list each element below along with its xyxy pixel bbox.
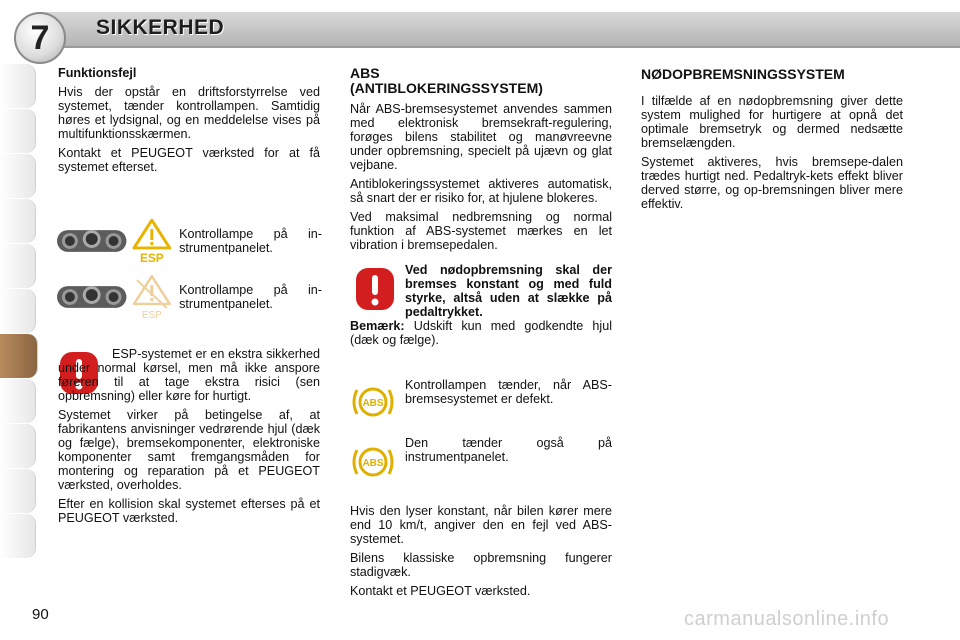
paragraph: Ved maksimal nedbremsning og normal funktion af ABS-systemet mærkes en let vibration i bremsepedalen. xyxy=(350,210,612,252)
side-tab[interactable] xyxy=(0,379,36,423)
instrument-panel-icon xyxy=(56,283,127,311)
paragraph: Systemet virker på betingelse af, at fabrikantens anvisninger vedrørende hjul (dæk og fælge), bremsekomponenter, elektroniske komponenter samt fremgangsmåden for montering og reparation på et PEUGEOT værksted, overholdes. xyxy=(58,408,320,492)
side-tab[interactable] xyxy=(0,109,36,153)
column-abs xyxy=(350,66,612,257)
lamp-description: Kontrollampe på in-strumentpanelet. xyxy=(179,227,322,255)
esp-label: ESP xyxy=(140,250,165,264)
chapter-number-badge: 7 xyxy=(14,12,66,64)
esp-off-icon xyxy=(131,274,173,320)
paragraph: I tilfælde af en nødopbremsning giver dette system mulighed for hurtigere at opnå det optimale bremsetryk og dermed nedsætte bremselængden. xyxy=(641,94,903,150)
section-subheading: Funktionsfejl xyxy=(58,66,137,80)
note-label: Bemærk: xyxy=(350,319,405,333)
abs-lamp-row-2 xyxy=(350,436,612,482)
abs-warning-icon xyxy=(350,442,396,482)
warning-icon xyxy=(354,266,396,312)
side-tab[interactable] xyxy=(0,289,36,333)
chapter-side-tabs xyxy=(0,64,36,559)
warning-box-abs xyxy=(405,263,612,319)
paragraph: Kontakt et PEUGEOT værksted. xyxy=(350,584,531,598)
lamp-description: Den tænder også på instrumentpanelet. xyxy=(405,436,612,464)
side-tab-active[interactable] xyxy=(0,334,38,378)
side-tab[interactable] xyxy=(0,514,36,558)
side-tab[interactable] xyxy=(0,64,36,108)
lamp-row-1 xyxy=(56,218,322,264)
instrument-panel-icon xyxy=(56,227,127,255)
lamp-description: Kontrollampe på in-strumentpanelet. xyxy=(179,283,322,311)
page-number: 90 xyxy=(32,606,49,623)
paragraph: Når ABS-bremsesystemet anvendes sammen med elektronisk bremsekraft-regulering, forøges bilens stabilitet og manøvreevne under opbremsning, specielt på ujævn og glat vejbane. xyxy=(350,102,612,172)
abs-label: ABS xyxy=(362,398,384,409)
column-esp-top xyxy=(58,66,320,179)
note xyxy=(350,319,612,352)
page-title: SIKKERHED xyxy=(96,16,225,39)
lamp-row-2 xyxy=(56,274,322,320)
warning-text: ESP-systemet er en ekstra sikkerhed under normal kørsel, men må ikke anspore føreren til at tage ekstra risici (sen opbremsning) eller køre for hurtigt. xyxy=(58,347,320,403)
abs-warning-icon xyxy=(350,382,396,422)
esp-warning-icon xyxy=(131,218,173,264)
abs-lamp-row-1 xyxy=(350,378,612,422)
paragraph: Systemet aktiveres, hvis bremsepe-dalen trædes hurtigt ned. Pedaltryk-kets effekt bliver derved større, og op-bremsningen bliver mere effektiv. xyxy=(641,155,903,211)
warning-text: Ved nødopbremsning skal der bremses konstant og med fuld styrke, altså uden at slække på pedaltrykket. xyxy=(405,263,612,319)
watermark: carmanualsonline.info xyxy=(684,608,890,630)
side-tab[interactable] xyxy=(0,244,36,288)
note-text: Udskift kun med godkendte hjul (dæk og fælge). xyxy=(350,319,612,347)
paragraph: Kontakt et PEUGEOT værksted for at få systemet efterset. xyxy=(58,146,320,174)
column-abs-bottom xyxy=(350,504,612,603)
column-esp-bottom xyxy=(58,347,320,530)
abs-label: ABS xyxy=(362,458,384,469)
section-heading-emergency: NØDOPBREMSNINGSSYSTEM xyxy=(641,66,845,82)
section-heading-abs xyxy=(350,66,612,96)
heading-line: (ANTIBLOKERINGSSYSTEM) xyxy=(350,80,543,96)
paragraph: Antiblokeringssystemet aktiveres automatisk, så snart der er risiko for, at hjulene blokeres. xyxy=(350,177,612,205)
column-emergency-braking xyxy=(641,66,903,216)
side-tab[interactable] xyxy=(0,154,36,198)
side-tab[interactable] xyxy=(0,199,36,243)
paragraph: Bilens klassiske opbremsning fungerer stadigvæk. xyxy=(350,551,612,579)
paragraph: Hvis der opstår en driftsforstyrrelse ved systemet, tænder kontrollampen. Samtidig høres et lydsignal, og en meddelelse vises på multifunktionsskærmen. xyxy=(58,85,320,141)
esp-label: ESP xyxy=(142,309,163,320)
paragraph: Hvis den lyser konstant, når bilen kører mere end 10 km/t, angiver den en fejl ved ABS-systemet. xyxy=(350,504,612,546)
heading-line: ABS xyxy=(350,65,380,81)
side-tab[interactable] xyxy=(0,424,36,468)
side-tab[interactable] xyxy=(0,469,36,513)
lamp-description: Kontrollampen tænder, når ABS-bremsesystemet er defekt. xyxy=(405,378,612,406)
paragraph: Efter en kollision skal systemet efterses på et PEUGEOT værksted. xyxy=(58,497,320,525)
